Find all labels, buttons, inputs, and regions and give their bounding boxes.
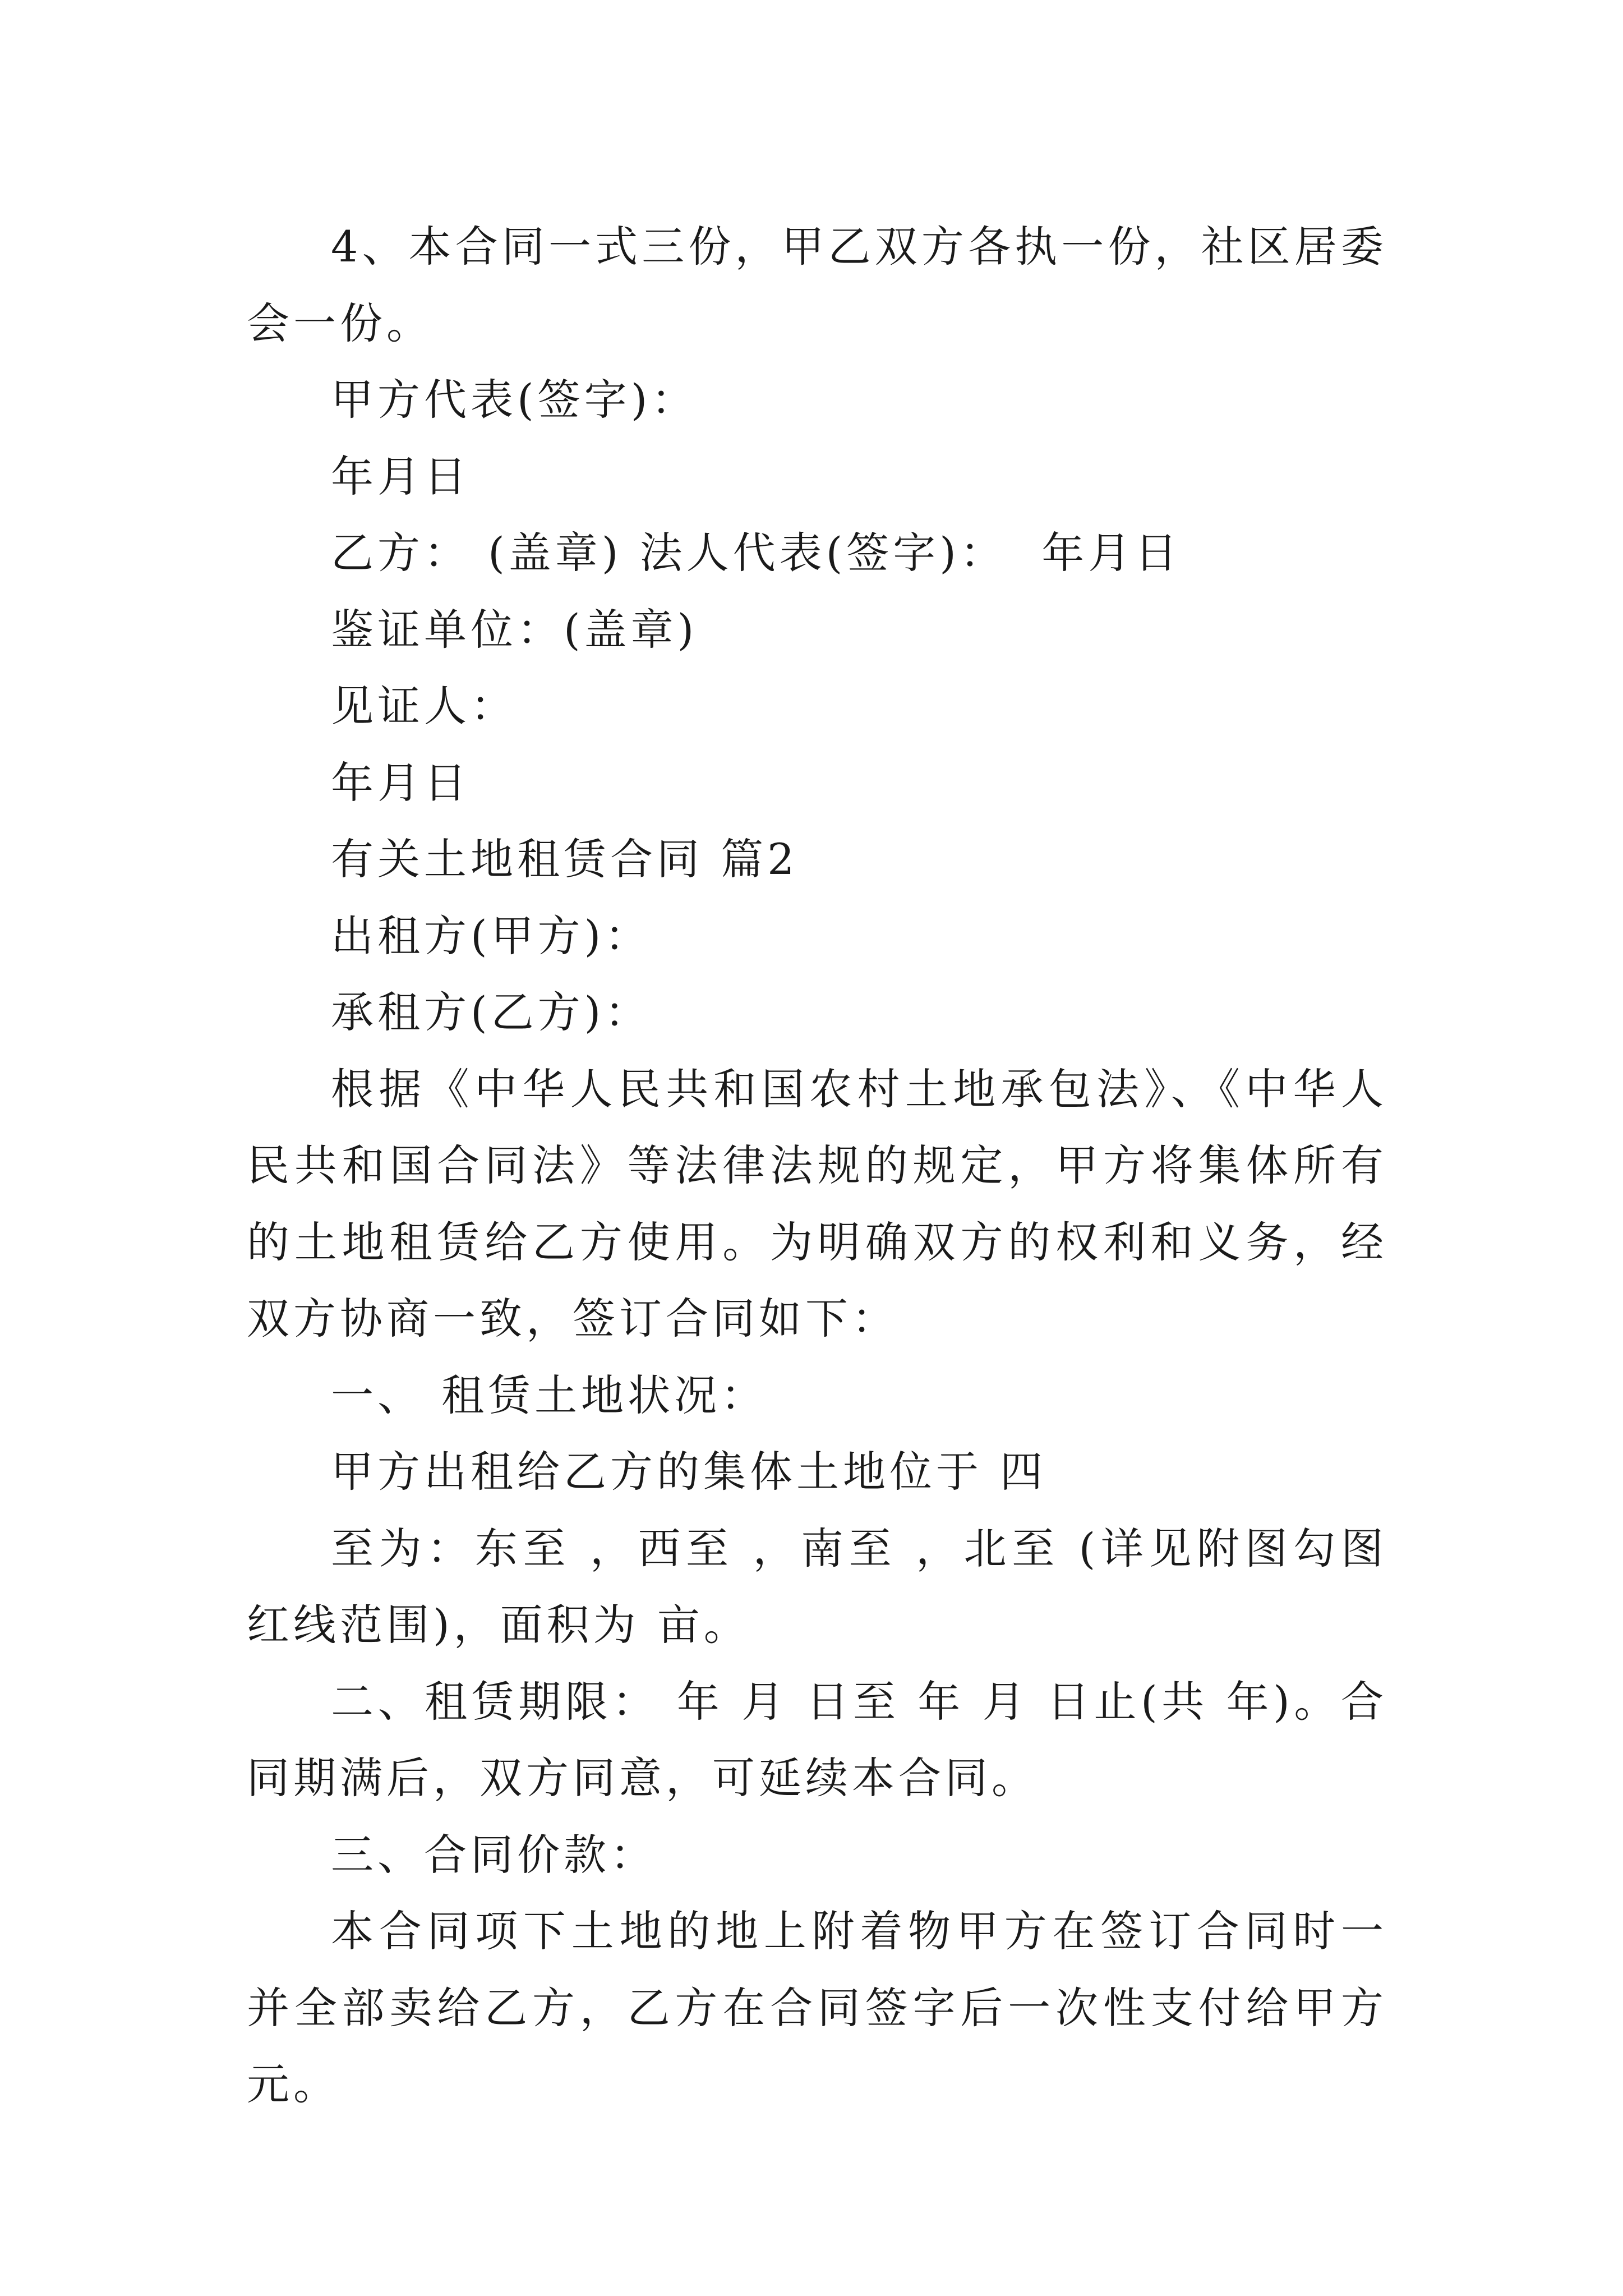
- lease-term-paragraph: 二、租赁期限： 年 月 日至 年 月 日止(共 年)。合同期满后，双方同意，可延续本合同。: [247, 1676, 1387, 1803]
- legal-basis-paragraph: 根据《中华人民共和国农村土地承包法》、《中华人民共和国合同法》等法律法规的规定，甲方将集体所有的土地租赁给乙方使用。为明确双方的权利和义务，经双方协商一致，签订合同如下：: [247, 1064, 1387, 1343]
- contract-price-paragraph: 本合同项下土地的地上附着物甲方在签订合同时一并全部卖给乙方，乙方在合同签字后一次性支付给甲方 元。: [247, 1906, 1405, 2109]
- party-a-signature-line: 甲方代表(签字)：: [331, 375, 698, 425]
- clause-copies-paragraph: 4、本合同一式三份，甲乙双方各执一份，社区居委会一份。: [247, 222, 1387, 348]
- party-b-signature-line: 乙方： (盖章) 法人代表(签字)： 年月日: [331, 528, 1182, 578]
- article-one-heading: 一、 租赁土地状况：: [331, 1370, 768, 1420]
- land-location-line: 甲方出租给乙方的集体土地位于 四: [331, 1447, 1047, 1497]
- attestation-unit-line: 鉴证单位：(盖章): [331, 604, 698, 655]
- section-heading: 有关土地租赁合同 篇2: [331, 834, 799, 884]
- witness-line: 见证人：: [331, 681, 517, 731]
- lessee-line: 承租方(乙方)：: [331, 987, 652, 1037]
- article-three-heading: 三、合同价款：: [331, 1829, 657, 1880]
- document-body: [247, 209, 1405, 2123]
- party-a-date-line: 年月日: [331, 451, 471, 501]
- land-boundary-paragraph: 至为：东至 ，西至 ，南至 ，北至 (详见附图勾图红线范围)，面积为 亩。: [247, 1523, 1387, 1650]
- witness-date-line: 年月日: [331, 757, 471, 808]
- lessor-line: 出租方(甲方)：: [331, 910, 652, 961]
